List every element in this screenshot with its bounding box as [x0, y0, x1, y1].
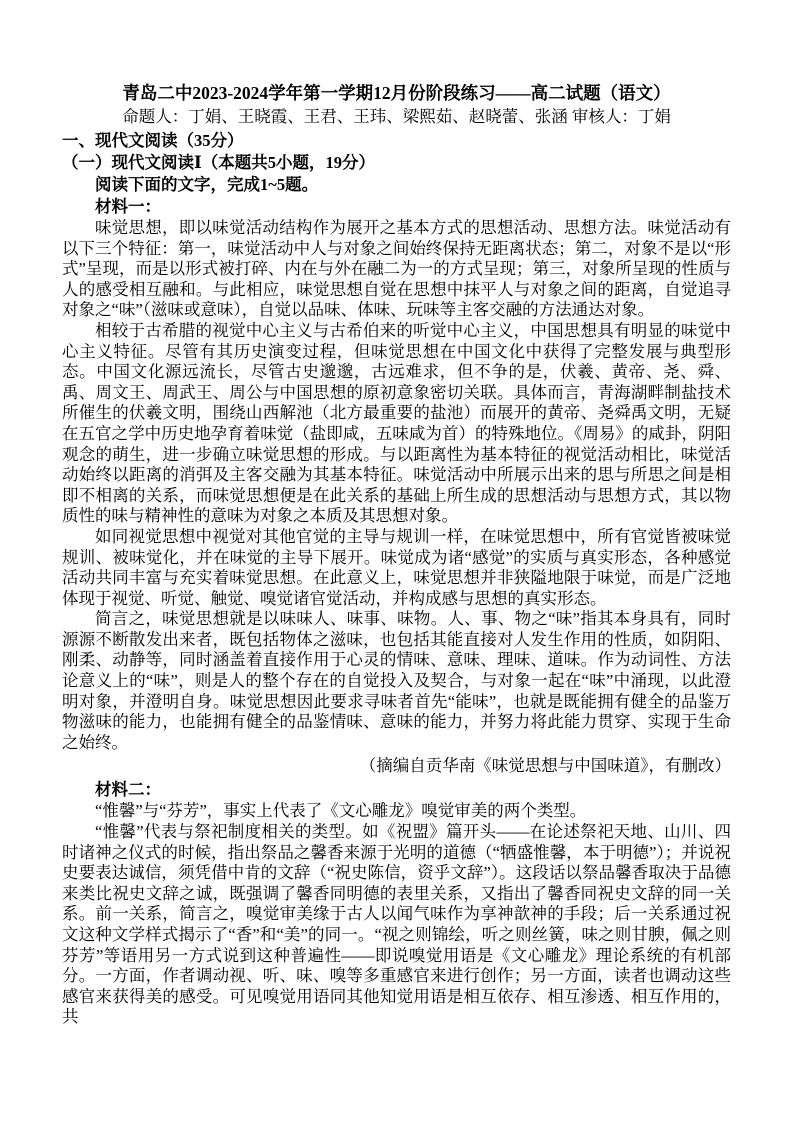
material-two-paragraph-2: “惟馨”代表与祭祀制度相关的类型。如《祝盟》篇开头——在论述祭祀天地、山川、四时诸神之仪式的时候，指出祭品之馨香来源于光明的道德（“牺盛惟馨，本于明德”）；并说祝史要表达诚信，须凭借中肯的文辞（“祝史陈信，资乎文辞”）。这段话以祭品馨香取决于品德来类比祝史文辞之诚，既强调了馨香同明德的表里关系，又指出了馨香同祝史文辞的同一关系。前一关系，简言之，嗅觉审美缘于古人以闻气味作为享神歆神的手段；后一关系通过祝文这种文学样式揭示了“香”和“美”的同一。“视之则锦绘，听之则丝簧，味之则甘腴，佩之则芬芳”等语用另一方式说到这种普遍性——即说嗅觉用语是《文心雕龙》理论系统的有机部分。一方面，作者调动视、听、味、嗅等多重感官来进行创作；另一方面，读者也调动这些感官来获得美的感受。可见嗅觉用语同其他知觉用语是相互依存、相互渗透、相互作用的，共 — [62, 822, 731, 1027]
authors-line: 命题人：丁娟、王晓霞、王君、王玮、梁熙茹、赵晓蕾、张涵 审核人：丁娟 — [122, 107, 671, 126]
material-one-paragraph-2: 相较于古希腊的视觉中心主义与古希伯来的听觉中心主义，中国思想具有明显的味觉中心主义特征。尽管有其历史演变过程，但味觉思想在中国文化中获得了完整发展与典型形态。中国文化源远流长，尽管古史邈邈，古远难求，但不争的是，伏羲、黄帝、尧、舜、禹、周文王、周武王、周公与中国思想的原初意象密切关联。具体而言，青海湖畔制盐技术所催生的伏羲文明，围绕山西解池（北方最重要的盐池）而展开的黄帝、尧舜禹文明，无疑在五官之学中历史地孕育着味觉（盐即咸，五味咸为首）的特殊地位。《周易》的咸卦，阴阳观念的萌生，进一步确立味觉思想的形成。与以距离性为基本特征的视觉活动相比，味觉活动始终以距离的消弭及主客交融为其基本特征。味觉活动中所展示出来的思与所思之间是相即不相离的关系，而味觉思想便是在此关系的基础上所生成的思想活动与思想方式，其以物质性的味与精神性的意味为对象之本质及其思想对象。 — [62, 320, 731, 526]
subsection-heading: （一）现代文阅读Ⅰ（本题共5小题，19分） — [62, 153, 375, 172]
material-one-paragraph-4: 简言之，味觉思想就是以味味人、味事、味物。人、事、物之“味”指其本身具有，同时源源不断散发出来者，既包括物体之滋味，也包括其能直接对人发生作用的性质，如阴阳、刚柔、动静等，同时涵盖着直接作用于心灵的情味、意味、理味、道味。作为动词性、方法论意义上的“味”，则是人的整个存在的自觉投入及契合，与对象一起在“味”中涌现，以此澄明对象，并澄明自身。味觉思想因此要求寻味者首先“能味”，也就是既能拥有健全的品鉴万物滋味的能力，也能拥有健全的品鉴情味、意味的能力，并努力将此能力贯穿、实现于生命之始终。 — [62, 609, 731, 752]
section-heading: 一、现代文阅读（35分） — [62, 131, 244, 150]
material-two-paragraph-1: “惟馨”与“芬芳”，事实上代表了《文心雕龙》嗅觉审美的两个类型。 — [95, 801, 587, 821]
material-two-label: 材料二： — [95, 780, 161, 800]
reading-instruction: 阅读下面的文字，完成1~5题。 — [95, 175, 319, 194]
material-one-paragraph-3: 如同视觉思想中视觉对其他官觉的主导与规训一样，在味觉思想中，所有官觉皆被味觉规训、被味觉化，并在味觉的主导下展开。味觉成为诸“感觉”的实质与真实形态，各种感觉活动共同丰富与充实着味觉思想。在此意义上，味觉思想并非狭隘地限于味觉，而是广泛地体现于视觉、听觉、触觉、嗅觉诸官觉活动，并构成感与思想的真实形态。 — [62, 526, 731, 608]
material-one-attribution: （摘编自贡华南《味觉思想与中国味道》，有删改） — [359, 756, 731, 776]
material-one-label: 材料一： — [95, 197, 161, 216]
page-title: 青岛二中2023-2024学年第一学期12月份阶段练习——高二试题（语文） — [122, 83, 671, 103]
material-one-paragraph-1: 味觉思想，即以味觉活动结构作为展开之基本方式的思想活动、思想方法。味觉活动有以下三个特征：第一，味觉活动中人与对象之间始终保持无距离状态；第二，对象不是以“形式”呈现，而是以形式被打碎、内在与外在融二为一的方式呈现；第三，对象所呈现的性质与人的感受相互融和。与此相应，味觉思想自觉在思想中抹平人与对象之间的距离，自觉追寻对象之“味”（滋味或意味），自觉以品味、体味、玩味等主客交融的方法通达对象。 — [62, 218, 731, 320]
